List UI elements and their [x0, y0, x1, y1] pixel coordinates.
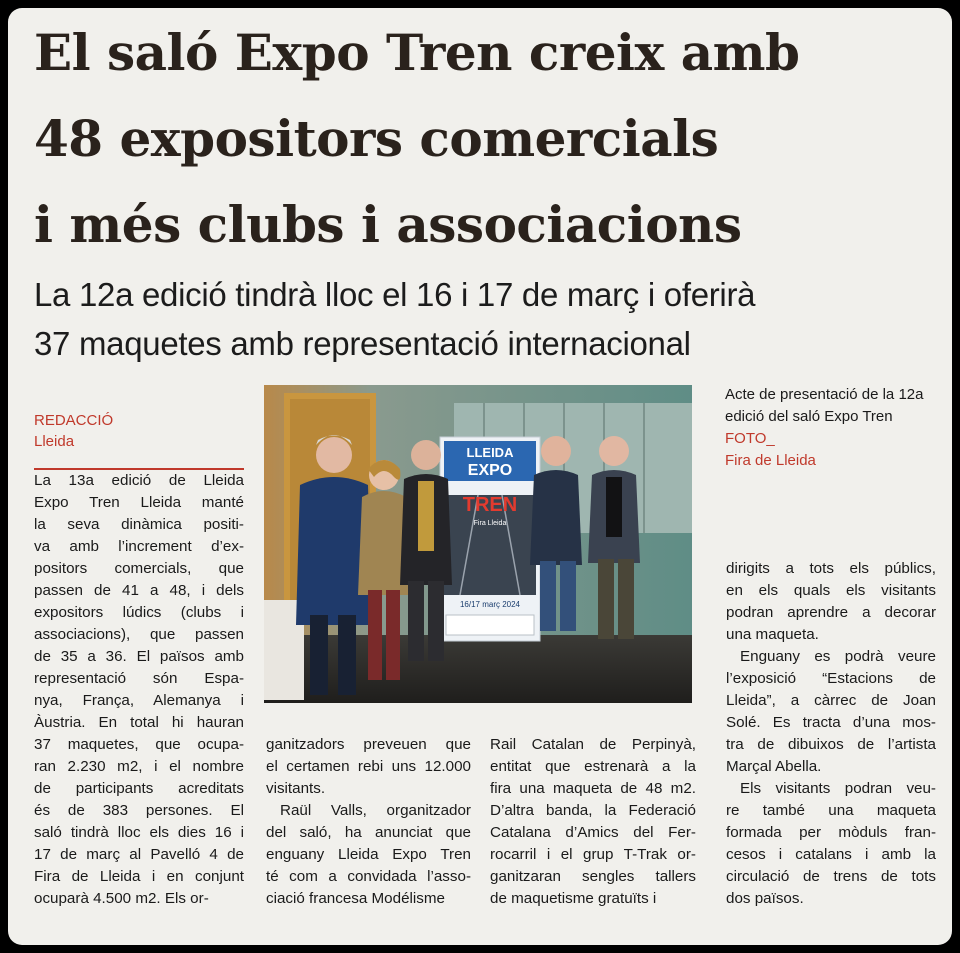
article-line: fira una maqueta de 48 m2. [490, 780, 696, 797]
article-line: tra de dibuixos de l’artista [726, 736, 936, 753]
photo-illustration [264, 385, 692, 703]
article-line: ocuparà 4.500 m2. Els or- [34, 890, 209, 907]
article-line: circulació de trens de tots [726, 868, 936, 885]
article-column-4 [726, 558, 936, 910]
banner-dates: 16/17 març 2024 [459, 600, 521, 609]
article-line: visitants. [266, 780, 326, 797]
article-line: una maqueta. [726, 626, 819, 643]
article-line: el certamen rebi uns 12.000 [266, 758, 471, 775]
headline-line-1: El saló Expo Tren creix amb [34, 23, 800, 82]
article-line: formada per mòduls fran- [726, 824, 936, 841]
article-line: 17 de març al Pavelló 4 de [34, 846, 244, 863]
article-line: positors comercials, que [34, 560, 244, 577]
banner-line-1: LLEIDA [466, 445, 514, 460]
article-line: Els visitants podran veu- [740, 780, 936, 797]
article-line: entitat que estrenarà a la [490, 758, 696, 775]
article-line: de maquetisme gratuïts i [490, 890, 657, 907]
article-line: és de 383 persones. El [34, 802, 244, 819]
press-photo [264, 385, 692, 703]
headline [34, 10, 934, 268]
newspaper-clipping [8, 8, 952, 945]
article-line: Fira de Lleida i en conjunt [34, 868, 244, 885]
article-line: de 35 a 36. El països amb [34, 648, 244, 665]
article-line: Expo Tren Lleida manté [34, 494, 244, 511]
article-line: saló tindrà lloc els dies 16 i [34, 824, 244, 841]
article-line: representació són Espa- [34, 670, 244, 687]
article-line: cesos i catalans i amb la [726, 846, 936, 863]
headline-line-2: 48 expositors comercials [34, 109, 719, 168]
article-line: va amb l’increment d’ex- [34, 538, 244, 555]
article-line: expositors lúdics (clubs i [34, 604, 244, 621]
headline-line-3: i més clubs i associacions [34, 195, 742, 254]
article-line: Marçal Abella. [726, 758, 822, 775]
banner-line-3: TREN [462, 494, 518, 516]
article-line: ciació francesa Modélisme [266, 890, 445, 907]
caption-foto-label: FOTO_ [725, 430, 775, 447]
article-line: de participants acreditats [34, 780, 244, 797]
article-column-2 [266, 734, 471, 910]
article-line: dos països. [726, 890, 804, 907]
article-line: passen de 41 a 48, i dels [34, 582, 244, 599]
article-line: ganitzadors preveuen que [266, 736, 471, 753]
article-line: Catalana d’Amics del Fer- [490, 824, 696, 841]
byline-section: REDACCIÓ [34, 412, 114, 429]
article-line: en els quals els visitants [726, 582, 936, 599]
article-line: Raül Valls, organitzador [280, 802, 471, 819]
article-line: Àustria. En total hi hauran [34, 714, 244, 731]
article-line: l’exposició “Estacions de [726, 670, 936, 687]
article-line: Solé. Es tracta d’una mos- [726, 714, 936, 731]
article-line: rocarril i el grup T-Trak or- [490, 846, 696, 863]
article-line: D’altra banda, la Federació [490, 802, 696, 819]
article-line: té com a convidada l’asso- [266, 868, 471, 885]
banner-line-2: EXPO [467, 462, 513, 479]
photo-caption [725, 384, 935, 472]
article-line: La 13a edició de Lleida [34, 472, 244, 489]
byline [34, 410, 244, 452]
article-line: 37 maquetes, que ocupa- [34, 736, 244, 753]
article-line: Enguany es podrà veure [740, 648, 936, 665]
article-column-3 [490, 734, 696, 910]
caption-credit: Fira de Lleida [725, 452, 816, 469]
caption-text: Acte de presentació de la 12a edició del saló Expo Tren [725, 386, 924, 425]
article-line: re també una maqueta [726, 802, 936, 819]
article-line: del saló, ha anunciat que [266, 824, 471, 841]
article-column-1 [34, 470, 244, 910]
article-line: Lleida”, a càrrec de Joan [726, 692, 936, 709]
article-line: nya, França, Alemanya i [34, 692, 244, 709]
subheadline [34, 270, 934, 368]
article-line: ran 2.230 m2, i el nombre [34, 758, 244, 775]
article-line: dirigits a tots els públics, [726, 560, 936, 577]
subhead-line-1: La 12a edició tindrà lloc el 16 i 17 de març i oferirà [34, 276, 756, 313]
article-line: Rail Catalan de Perpinyà, [490, 736, 696, 753]
subhead-line-2: 37 maquetes amb representació internacional [34, 325, 691, 362]
article-line: enguany Lleida Expo Tren [266, 846, 471, 863]
article-line: la seva dinàmica positi- [34, 516, 244, 533]
article-line: podran aprendre a decorar [726, 604, 936, 621]
article-line: associacions), que passen [34, 626, 244, 643]
byline-location: Lleida [34, 433, 75, 450]
banner-sub: Fira Lleida [473, 520, 507, 527]
article-line: ganitzaran sengles tallers [490, 868, 696, 885]
